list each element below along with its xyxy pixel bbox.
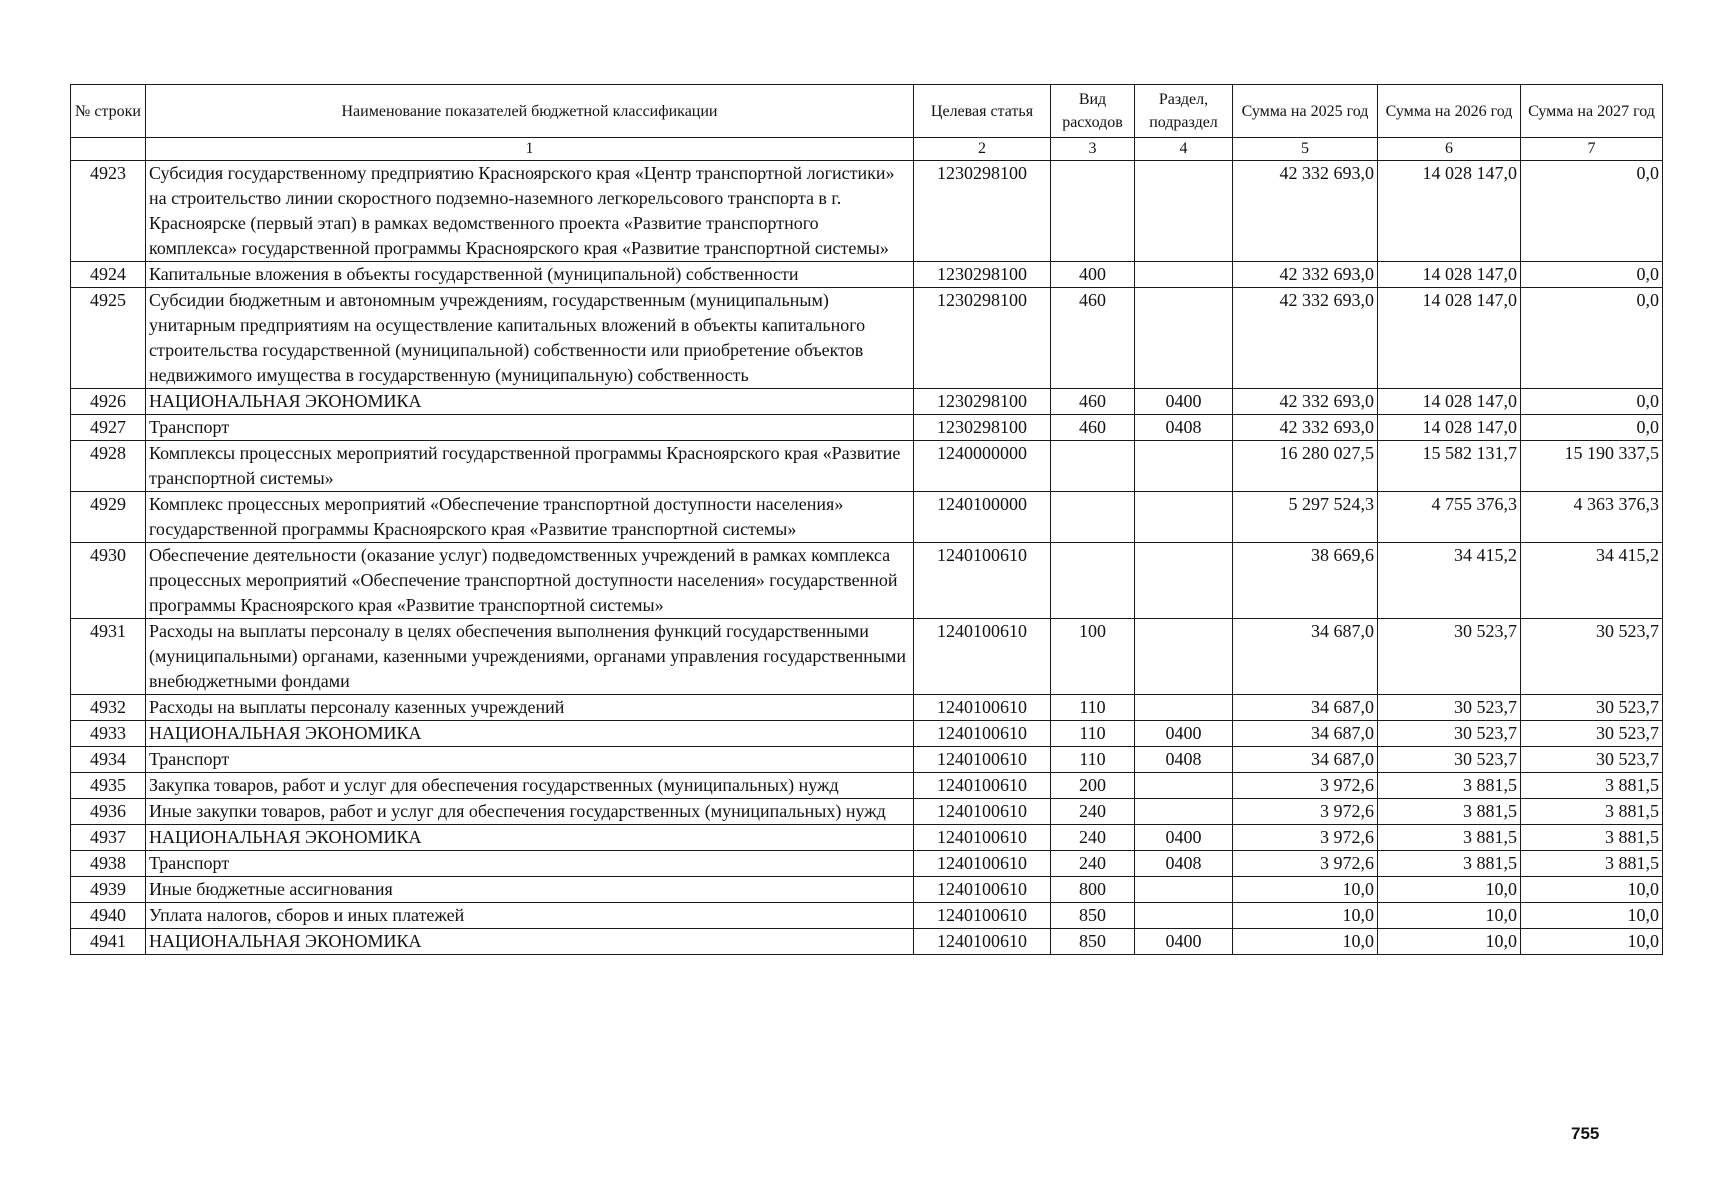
header-target-article: Целевая статья [914, 85, 1051, 138]
expense-type: 200 [1051, 773, 1135, 799]
row-number: 4936 [71, 799, 146, 825]
sum-2025: 42 332 693,0 [1233, 288, 1378, 389]
column-number: 5 [1233, 138, 1378, 161]
sum-2025: 42 332 693,0 [1233, 161, 1378, 262]
page-number: 755 [1571, 1124, 1600, 1143]
sum-2025: 42 332 693,0 [1233, 389, 1378, 415]
row-number: 4926 [71, 389, 146, 415]
expense-type: 240 [1051, 799, 1135, 825]
sum-2027: 0,0 [1521, 161, 1663, 262]
sum-2027: 10,0 [1521, 903, 1663, 929]
table-row [71, 825, 1663, 851]
expense-type: 400 [1051, 262, 1135, 288]
expense-type: 100 [1051, 619, 1135, 695]
sum-2027: 0,0 [1521, 389, 1663, 415]
section-code: 0408 [1135, 851, 1233, 877]
row-number: 4934 [71, 747, 146, 773]
indicator-name: НАЦИОНАЛЬНАЯ ЭКОНОМИКА [146, 721, 914, 747]
column-number-blank [71, 138, 146, 161]
header-section: Раздел, подраздел [1135, 85, 1233, 138]
table-row [71, 747, 1663, 773]
expense-type: 800 [1051, 877, 1135, 903]
sum-2025: 10,0 [1233, 903, 1378, 929]
sum-2027: 10,0 [1521, 877, 1663, 903]
table-row [71, 415, 1663, 441]
row-number: 4923 [71, 161, 146, 262]
section-code [1135, 773, 1233, 799]
expense-type: 240 [1051, 825, 1135, 851]
section-code [1135, 877, 1233, 903]
indicator-name: Уплата налогов, сборов и иных платежей [146, 903, 914, 929]
header-row-number: № строки [71, 85, 146, 138]
indicator-name: НАЦИОНАЛЬНАЯ ЭКОНОМИКА [146, 825, 914, 851]
target-article: 1240100610 [914, 619, 1051, 695]
sum-2027: 3 881,5 [1521, 825, 1663, 851]
sum-2026: 10,0 [1378, 929, 1521, 955]
target-article: 1240100610 [914, 825, 1051, 851]
expense-type: 460 [1051, 389, 1135, 415]
sum-2027: 0,0 [1521, 288, 1663, 389]
sum-2025: 3 972,6 [1233, 851, 1378, 877]
indicator-name: НАЦИОНАЛЬНАЯ ЭКОНОМИКА [146, 389, 914, 415]
section-code [1135, 161, 1233, 262]
column-number-row [71, 138, 1663, 161]
sum-2025: 42 332 693,0 [1233, 262, 1378, 288]
sum-2025: 34 687,0 [1233, 619, 1378, 695]
section-code: 0400 [1135, 929, 1233, 955]
indicator-name: Комплексы процессных мероприятий государственной программы Красноярского края «Развитие транспортной системы» [146, 441, 914, 492]
table-row [71, 877, 1663, 903]
sum-2025: 3 972,6 [1233, 825, 1378, 851]
sum-2026: 10,0 [1378, 877, 1521, 903]
target-article: 1240100000 [914, 492, 1051, 543]
expense-type [1051, 441, 1135, 492]
sum-2026: 30 523,7 [1378, 747, 1521, 773]
indicator-name: Субсидии бюджетным и автономным учреждениям, государственным (муниципальным) унитарным предприятиям на осуществление капитальных вложений в объекты капитального строительства государственной (муниципальной) собственности или приобретение объектов недвижимого имущества в государственную (муниципальную) собственность [146, 288, 914, 389]
row-number: 4937 [71, 825, 146, 851]
header-row [71, 85, 1663, 138]
sum-2026: 14 028 147,0 [1378, 389, 1521, 415]
column-number: 2 [914, 138, 1051, 161]
expense-type: 460 [1051, 288, 1135, 389]
indicator-name: Комплекс процессных мероприятий «Обеспечение транспортной доступности населения» государственной программы Красноярского края «Развитие транспортной системы» [146, 492, 914, 543]
column-number: 7 [1521, 138, 1663, 161]
indicator-name: Субсидия государственному предприятию Красноярского края «Центр транспортной логистики» на строительство линии скоростного подземно-наземного легкорельсового транспорта в г. Красноярске (первый этап) в рамках ведомственного проекта «Развитие транспортного комплекса» государственной программы Красноярского края «Развитие транспортной системы» [146, 161, 914, 262]
row-number: 4929 [71, 492, 146, 543]
row-number: 4924 [71, 262, 146, 288]
sum-2026: 3 881,5 [1378, 851, 1521, 877]
sum-2025: 3 972,6 [1233, 773, 1378, 799]
sum-2026: 3 881,5 [1378, 773, 1521, 799]
table-row [71, 389, 1663, 415]
sum-2025: 10,0 [1233, 929, 1378, 955]
target-article: 1230298100 [914, 161, 1051, 262]
sum-2027: 34 415,2 [1521, 543, 1663, 619]
column-number: 3 [1051, 138, 1135, 161]
sum-2027: 3 881,5 [1521, 851, 1663, 877]
indicator-name: Транспорт [146, 851, 914, 877]
sum-2026: 4 755 376,3 [1378, 492, 1521, 543]
table-row [71, 903, 1663, 929]
table-row [71, 492, 1663, 543]
expense-type: 240 [1051, 851, 1135, 877]
section-code [1135, 695, 1233, 721]
header-sum-2026: Сумма на 2026 год [1378, 85, 1521, 138]
header-sum-2025: Сумма на 2025 год [1233, 85, 1378, 138]
expense-type: 460 [1051, 415, 1135, 441]
table-row [71, 851, 1663, 877]
table-row [71, 441, 1663, 492]
expense-type: 850 [1051, 903, 1135, 929]
section-code [1135, 492, 1233, 543]
table-row [71, 262, 1663, 288]
target-article: 1230298100 [914, 288, 1051, 389]
expense-type: 110 [1051, 695, 1135, 721]
target-article: 1240100610 [914, 799, 1051, 825]
indicator-name: Капитальные вложения в объекты государственной (муниципальной) собственности [146, 262, 914, 288]
sum-2026: 14 028 147,0 [1378, 262, 1521, 288]
sum-2026: 14 028 147,0 [1378, 161, 1521, 262]
table-row [71, 288, 1663, 389]
indicator-name: Иные закупки товаров, работ и услуг для обеспечения государственных (муниципальных) нужд [146, 799, 914, 825]
sum-2025: 34 687,0 [1233, 721, 1378, 747]
table-row [71, 543, 1663, 619]
header-expense-type: Вид расходов [1051, 85, 1135, 138]
table-row [71, 929, 1663, 955]
sum-2026: 14 028 147,0 [1378, 288, 1521, 389]
sum-2027: 15 190 337,5 [1521, 441, 1663, 492]
sum-2027: 10,0 [1521, 929, 1663, 955]
indicator-name: Транспорт [146, 747, 914, 773]
section-code [1135, 262, 1233, 288]
row-number: 4932 [71, 695, 146, 721]
sum-2026: 30 523,7 [1378, 721, 1521, 747]
sum-2025: 5 297 524,3 [1233, 492, 1378, 543]
target-article: 1240100610 [914, 877, 1051, 903]
indicator-name: Расходы на выплаты персоналу казенных учреждений [146, 695, 914, 721]
section-code: 0400 [1135, 721, 1233, 747]
table-body [71, 161, 1663, 955]
sum-2025: 38 669,6 [1233, 543, 1378, 619]
expense-type: 850 [1051, 929, 1135, 955]
table-header [71, 85, 1663, 161]
row-number: 4933 [71, 721, 146, 747]
target-article: 1240100610 [914, 929, 1051, 955]
expense-type [1051, 492, 1135, 543]
section-code: 0408 [1135, 415, 1233, 441]
section-code [1135, 903, 1233, 929]
target-article: 1230298100 [914, 415, 1051, 441]
section-code [1135, 799, 1233, 825]
row-number: 4925 [71, 288, 146, 389]
sum-2026: 30 523,7 [1378, 695, 1521, 721]
table-row [71, 619, 1663, 695]
expense-type [1051, 543, 1135, 619]
column-number: 1 [146, 138, 914, 161]
expense-type [1051, 161, 1135, 262]
row-number: 4931 [71, 619, 146, 695]
indicator-name: Обеспечение деятельности (оказание услуг) подведомственных учреждений в рамках комплекса процессных мероприятий «Обеспечение транспортной доступности населения» государственной программы Красноярского края «Развитие транспортной системы» [146, 543, 914, 619]
sum-2025: 34 687,0 [1233, 695, 1378, 721]
row-number: 4930 [71, 543, 146, 619]
sum-2027: 30 523,7 [1521, 721, 1663, 747]
target-article: 1240100610 [914, 773, 1051, 799]
sum-2026: 14 028 147,0 [1378, 415, 1521, 441]
sum-2027: 4 363 376,3 [1521, 492, 1663, 543]
sum-2026: 3 881,5 [1378, 799, 1521, 825]
sum-2027: 30 523,7 [1521, 747, 1663, 773]
sum-2026: 3 881,5 [1378, 825, 1521, 851]
row-number: 4935 [71, 773, 146, 799]
indicator-name: Расходы на выплаты персоналу в целях обеспечения выполнения функций государственными (муниципальными) органами, казенными учреждениями, органами управления государственными внебюджетными фондами [146, 619, 914, 695]
section-code: 0408 [1135, 747, 1233, 773]
table-row [71, 695, 1663, 721]
sum-2025: 3 972,6 [1233, 799, 1378, 825]
indicator-name: Закупка товаров, работ и услуг для обеспечения государственных (муниципальных) нужд [146, 773, 914, 799]
section-code [1135, 441, 1233, 492]
sum-2027: 0,0 [1521, 262, 1663, 288]
target-article: 1240100610 [914, 903, 1051, 929]
sum-2026: 30 523,7 [1378, 619, 1521, 695]
row-number: 4938 [71, 851, 146, 877]
row-number: 4928 [71, 441, 146, 492]
indicator-name: НАЦИОНАЛЬНАЯ ЭКОНОМИКА [146, 929, 914, 955]
table-row [71, 773, 1663, 799]
target-article: 1240100610 [914, 543, 1051, 619]
row-number: 4927 [71, 415, 146, 441]
expense-type: 110 [1051, 721, 1135, 747]
header-indicator-name: Наименование показателей бюджетной классификации [146, 85, 914, 138]
sum-2027: 3 881,5 [1521, 773, 1663, 799]
table-row [71, 799, 1663, 825]
table-row [71, 161, 1663, 262]
sum-2025: 16 280 027,5 [1233, 441, 1378, 492]
indicator-name: Транспорт [146, 415, 914, 441]
target-article: 1230298100 [914, 262, 1051, 288]
target-article: 1240100610 [914, 851, 1051, 877]
target-article: 1240100610 [914, 747, 1051, 773]
target-article: 1240000000 [914, 441, 1051, 492]
target-article: 1230298100 [914, 389, 1051, 415]
column-number: 4 [1135, 138, 1233, 161]
target-article: 1240100610 [914, 695, 1051, 721]
section-code [1135, 543, 1233, 619]
section-code: 0400 [1135, 825, 1233, 851]
row-number: 4940 [71, 903, 146, 929]
sum-2027: 30 523,7 [1521, 695, 1663, 721]
table-row [71, 721, 1663, 747]
target-article: 1240100610 [914, 721, 1051, 747]
sum-2026: 10,0 [1378, 903, 1521, 929]
sum-2025: 34 687,0 [1233, 747, 1378, 773]
sum-2027: 30 523,7 [1521, 619, 1663, 695]
indicator-name: Иные бюджетные ассигнования [146, 877, 914, 903]
column-number: 6 [1378, 138, 1521, 161]
section-code [1135, 288, 1233, 389]
sum-2025: 10,0 [1233, 877, 1378, 903]
row-number: 4941 [71, 929, 146, 955]
budget-table [70, 84, 1663, 955]
sum-2027: 0,0 [1521, 415, 1663, 441]
header-sum-2027: Сумма на 2027 год [1521, 85, 1663, 138]
sum-2026: 34 415,2 [1378, 543, 1521, 619]
sum-2025: 42 332 693,0 [1233, 415, 1378, 441]
expense-type: 110 [1051, 747, 1135, 773]
section-code [1135, 619, 1233, 695]
sum-2026: 15 582 131,7 [1378, 441, 1521, 492]
section-code: 0400 [1135, 389, 1233, 415]
row-number: 4939 [71, 877, 146, 903]
sum-2027: 3 881,5 [1521, 799, 1663, 825]
